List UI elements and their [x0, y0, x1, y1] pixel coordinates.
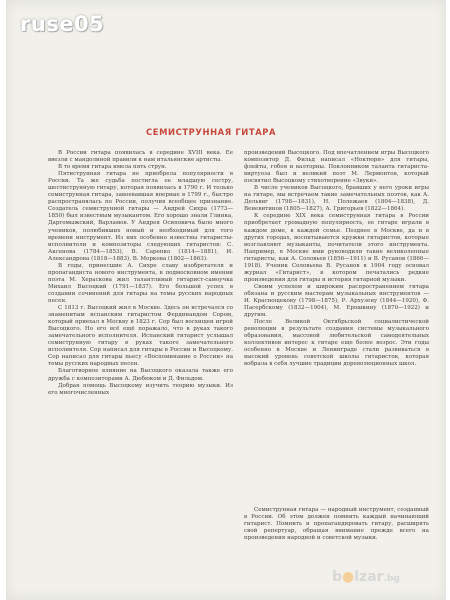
- watermark-part: b: [332, 569, 343, 585]
- bazar-watermark: [332, 569, 400, 585]
- watermark-dot: ●: [342, 569, 355, 585]
- paragraph: Своим успехом и широким распространением гитара обязана и русским мастерам музыкальных инструментов — И. Краснощекову (1798—1875), Р. Архузену (1844—1920), Ф. Пасербскому (1832—1904), М. Ерошкину (1870—1922) и другим.: [244, 283, 429, 319]
- paragraph: Добрая помощь Высоцкому изучить теорию музыки. Из его многочисленных: [48, 382, 233, 396]
- watermark-part: .bg: [383, 574, 400, 584]
- paragraph: В годы, принесшие А. Сихре славу изобретателя и пропагандиста нового инструмента, в подмосковном имении поэта М. Херaскова жил талантливый гитарист-самоучка Михаил Высоцкий (1791—1837). Его большой успех в создании сочинений для гитары на темы русских народных песен.: [48, 262, 233, 304]
- watermark-part: lzar: [354, 569, 384, 585]
- paragraph: В числе учеников Высоцкого, бравших у него уроки игры на гитаре, мы встречаем такие замечательных поэтов, как А. Дельвиг (1798—1831), Н. Полежаев (1804—1838), Д. Веневитинов (1805—1827), А. Григорьев (1822—1864).: [244, 185, 429, 213]
- text-column-left: [48, 150, 233, 397]
- section-title: СЕМИСТРУННАЯ ГИТАРА: [146, 127, 277, 137]
- book-page: [6, 0, 446, 600]
- paragraph: Семиструнная гитара — народный инструмент, созданный в России. Об этом должен помнить каждый начинающий гитарист. Помнить и пропагандировать гитару, расширять свой репертуар, обращая внимание прежде всего на произведения народной и советской музыки.: [244, 507, 429, 542]
- paragraph: К середине XIX века семиструнная гитара в России приобретает громадную популярность, ее гитаре играли в каждом доме, в каждой семье. Позднее в Москве, да и в других городах, воспитываются кружки гитаристов, которые возглавляют музыканты, почитатели этого инструмента. Например, в Москве ими руководили такие великолепные гитаристы, как А. Соловьев (1856—1911) и В. Русанов (1866—1918). Ученик Соловьева В. Русанов в 1904 году основал журнал «Гитарист», в котором печатались редкие произведения для гитары и история гитарной музыки.: [244, 213, 429, 283]
- closing-paragraph-block: [244, 507, 429, 542]
- paragraph: После Великой Октябрьской социалистической революции в результате создания системы музыкального образования, массовой любительской самодеятельных коллективов интерес к гитаре еще более возрос. Эти годы особенно в Москве и Ленинграде стали развиваться в высокий уровень советской школы гитаристов, которая вобрала в себя лучшие традиции дореволюционных школ.: [244, 319, 429, 368]
- paragraph: произведений Высоцкого. Под впечатлением игры Высоцкого композитор Д. Фильд написал «Ноктюрн» для гитары, флейты, гобоя и валторны. Поклонником таланта гитариста-виртуоза был и великий поэт М. Лермонтов, который посвятил Высоцкому стихотворение «Звуки».: [244, 150, 429, 185]
- ruse05-watermark: ruse05: [20, 12, 105, 36]
- paragraph: В России гитара появилась в середине XVIII века. Ее ввезли с мандолиной правили к нам итальянские артисты.: [48, 150, 233, 164]
- text-column-right: [244, 150, 429, 368]
- paragraph: С 1813 г. Высоцкий жил в Москве. Здесь он встречался со знаменитым испанским гитаристом Фердинандом Сором, который приехал в Москву в 1823 г. Сор был восхищен игрой Высоцкого. Но его всё ещё поражало, что в руках такого замечательного исполнителя. Испанский гитарист услышал семиструнную гитару в руках такого замечательного исполнителя. Сор написал для гитары в России и Высоцкому. Сор написал для гитары пьесу «Воспоминание о России» на темы русских народных песен.: [48, 305, 233, 368]
- paragraph: Пятиструнная гитара не приобрела популярности в России. Та же судьба постигла ее младшую сестру, шестиструнную гитару, которая появилась в 1790 г. И только семиструнная гитара, завоевавшая впервые в 1799 г., быстро распространялась по России, получив всеобщее признание. Создатель семиструнной гитары — Андрей Сихра (1773—1850) был известным музыкантом. Его хорошо знали Глинка, Даргомыжский, Варламов. У Андрея Осиповича было много учеников, полюбивших новый и необходимый для того времени инструмент. Из них особенно известны гитаристы-исполнители и композиторы следующих гитаристов: С. Аксенова (1784—1853), В. Сарепко (1814—1881), И. Александрова (1818—1883), В. Моркова (1802—1863).: [48, 171, 233, 262]
- paragraph: Благотворное влияние на Высоцкого оказала также его дружба с композиторами А. Дюбюком и Д. Фильдом.: [48, 368, 233, 382]
- paragraph: В то время гитара имела пять струн.: [58, 164, 167, 171]
